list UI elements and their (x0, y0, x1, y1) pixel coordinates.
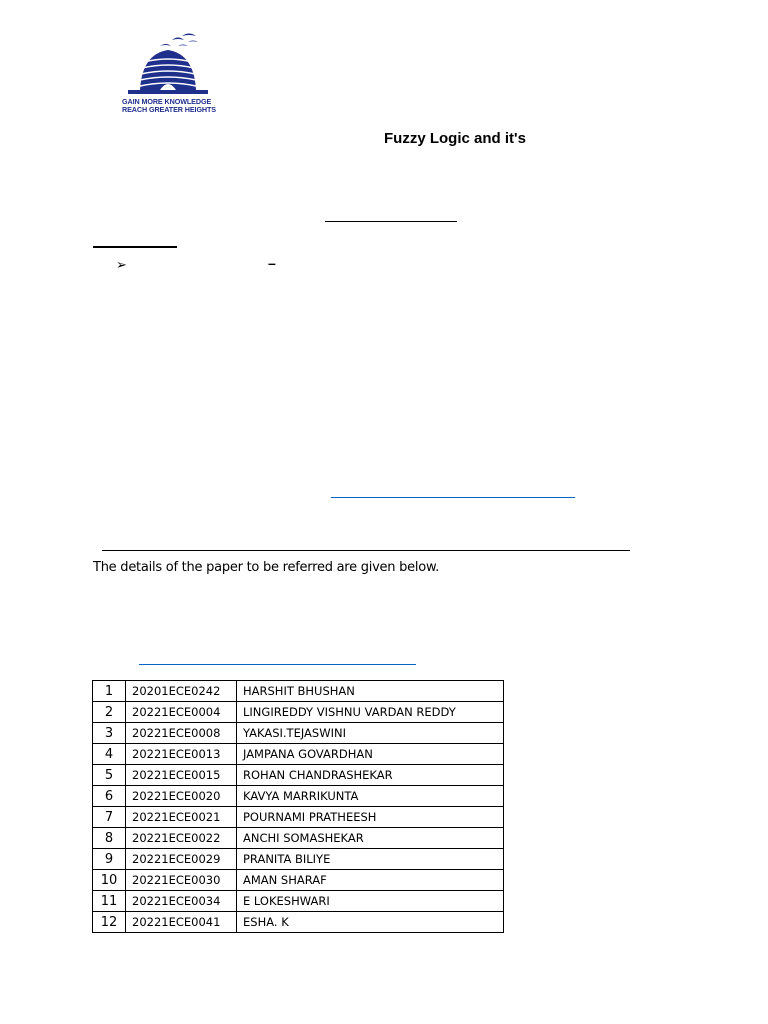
student-id-cell: 20221ECE0020 (126, 786, 237, 807)
university-logo (120, 32, 216, 116)
row-number-cell: 2 (93, 702, 126, 723)
student-name-cell: LINGIREDDY VISHNU VARDAN REDDY (237, 702, 504, 723)
table-row (93, 702, 504, 723)
row-number-cell: 3 (93, 723, 126, 744)
student-name-cell: KAVYA MARRIKUNTA (237, 786, 504, 807)
student-name-cell: ROHAN CHANDRASHEKAR (237, 765, 504, 786)
row-number-cell: 4 (93, 744, 126, 765)
table-row (93, 744, 504, 765)
student-id-cell: 20221ECE0022 (126, 828, 237, 849)
table-row (93, 891, 504, 912)
student-roster-table (92, 680, 504, 933)
row-number-cell: 8 (93, 828, 126, 849)
student-name-cell: E LOKESHWARI (237, 891, 504, 912)
row-number-cell: 5 (93, 765, 126, 786)
logo-tagline-1: GAIN MORE KNOWLEDGE (122, 97, 212, 106)
row-number-cell: 6 (93, 786, 126, 807)
student-id-cell: 20221ECE0015 (126, 765, 237, 786)
paper-link-underline[interactable] (139, 664, 416, 665)
student-name-cell: POURNAMI PRATHEESH (237, 807, 504, 828)
student-id-cell: 20221ECE0034 (126, 891, 237, 912)
student-name-cell: PRANITA BILIYE (237, 849, 504, 870)
table-row (93, 807, 504, 828)
logo-tagline-2: REACH GREATER HEIGHTS (122, 105, 217, 114)
document-title: Fuzzy Logic and it's (384, 130, 526, 147)
table-row (93, 912, 504, 933)
row-number-cell: 11 (93, 891, 126, 912)
student-id-cell: 20221ECE0004 (126, 702, 237, 723)
row-number-cell: 7 (93, 807, 126, 828)
student-name-cell: AMAN SHARAF (237, 870, 504, 891)
student-id-cell: 20221ECE0041 (126, 912, 237, 933)
student-id-cell: 20201ECE0242 (126, 681, 237, 702)
student-name-cell: JAMPANA GOVARDHAN (237, 744, 504, 765)
table-row (93, 870, 504, 891)
title-underline (325, 221, 457, 222)
student-id-cell: 20221ECE0013 (126, 744, 237, 765)
table-row (93, 765, 504, 786)
table-row (93, 786, 504, 807)
row-number-cell: 1 (93, 681, 126, 702)
section-divider (102, 550, 630, 551)
student-name-cell: HARSHIT BHUSHAN (237, 681, 504, 702)
student-name-cell: ESHA. K (237, 912, 504, 933)
row-number-cell: 10 (93, 870, 126, 891)
details-text: The details of the paper to be referred are given below. (93, 560, 440, 575)
student-id-cell: 20221ECE0021 (126, 807, 237, 828)
student-id-cell: 20221ECE0029 (126, 849, 237, 870)
student-name-cell: YAKASI.TEJASWINI (237, 723, 504, 744)
arrow-bullet-icon: ➢ (116, 257, 127, 272)
student-name-cell: ANCHI SOMASHEKAR (237, 828, 504, 849)
book-birds-emblem-icon (120, 32, 216, 98)
student-id-cell: 20221ECE0030 (126, 870, 237, 891)
student-id-cell: 20221ECE0008 (126, 723, 237, 744)
section-heading-underline (93, 246, 177, 248)
roster-body (93, 681, 504, 933)
row-number-cell: 9 (93, 849, 126, 870)
table-row (93, 723, 504, 744)
table-row (93, 681, 504, 702)
en-dash: – (268, 255, 276, 271)
hyperlink-underline[interactable] (331, 497, 575, 498)
table-row (93, 849, 504, 870)
table-row (93, 828, 504, 849)
row-number-cell: 12 (93, 912, 126, 933)
